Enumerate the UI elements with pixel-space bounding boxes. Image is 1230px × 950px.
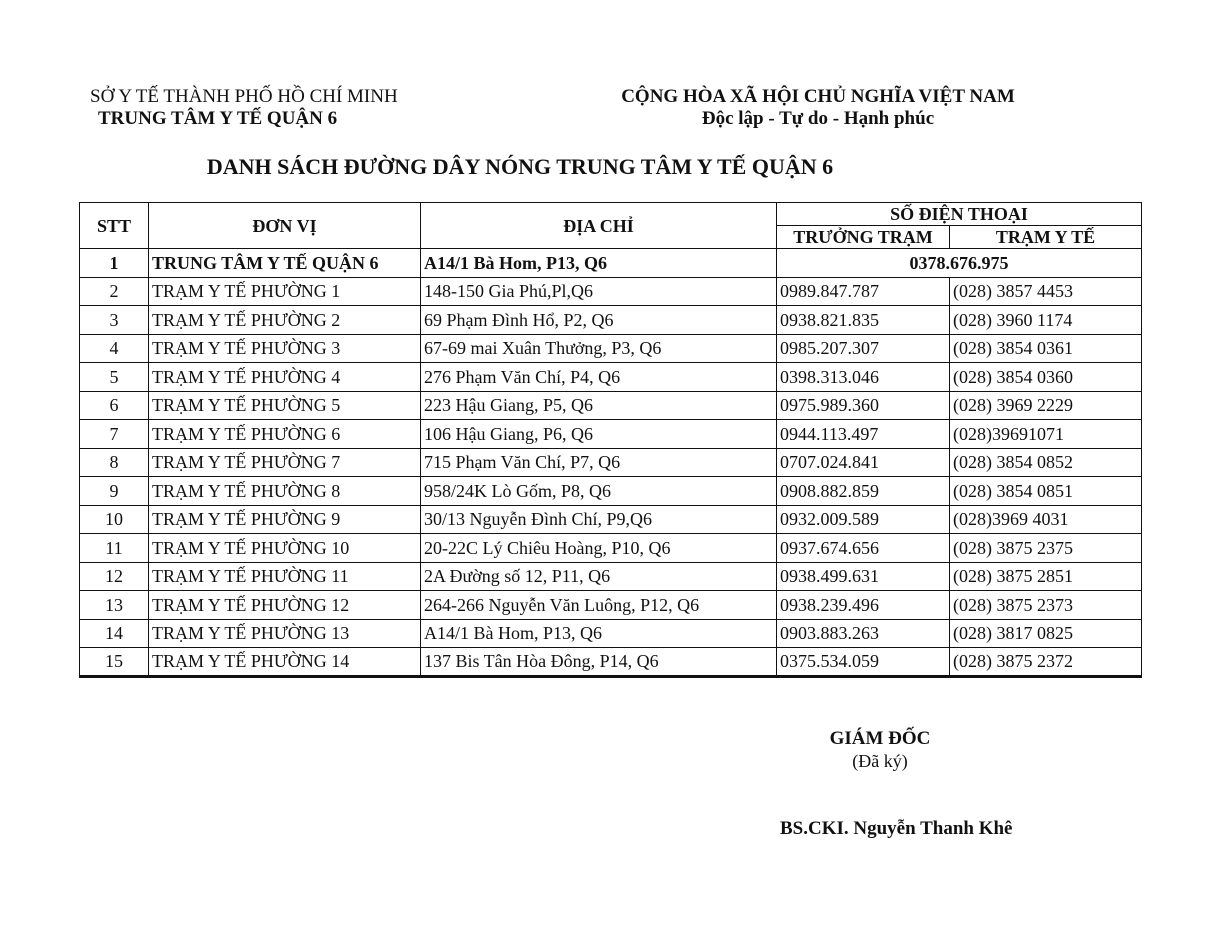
stt-cell: 10 — [80, 505, 149, 534]
address-cell: 106 Hậu Giang, P6, Q6 — [421, 420, 777, 449]
department-name: SỞ Y TẾ THÀNH PHỐ HỒ CHÍ MINH — [90, 86, 398, 107]
head-phone-cell: 0938.499.631 — [777, 562, 950, 591]
unit-cell: TRẠM Y TẾ PHƯỜNG 13 — [149, 619, 421, 648]
head-phone-cell: 0375.534.059 — [777, 648, 950, 677]
stt-cell: 7 — [80, 420, 149, 449]
column-header-address: ĐỊA CHỈ — [421, 203, 777, 249]
signature-block — [800, 728, 960, 772]
signature-note: (Đã ký) — [852, 751, 908, 771]
table-row — [80, 277, 1142, 306]
address-cell: 20-22C Lý Chiêu Hoàng, P10, Q6 — [421, 534, 777, 563]
table-row — [80, 619, 1142, 648]
head-phone-cell: 0938.821.835 — [777, 306, 950, 335]
document-title: DANH SÁCH ĐƯỜNG DÂY NÓNG TRUNG TÂM Y TẾ QUẬN 6 — [206, 154, 834, 179]
address-cell: 2A Đường số 12, P11, Q6 — [421, 562, 777, 591]
head-phone-cell: 0975.989.360 — [777, 391, 950, 420]
head-phone-cell: 0944.113.497 — [777, 420, 950, 449]
address-cell: 137 Bis Tân Hòa Đông, P14, Q6 — [421, 648, 777, 677]
head-phone-cell: 0989.847.787 — [777, 277, 950, 306]
address-cell: 148-150 Gia Phú,Pl,Q6 — [421, 277, 777, 306]
head-phone-cell: 0932.009.589 — [777, 505, 950, 534]
head-phone-cell: 0985.207.307 — [777, 334, 950, 363]
address-cell: 276 Phạm Văn Chí, P4, Q6 — [421, 363, 777, 392]
station-phone-cell: (028) 3875 2851 — [950, 562, 1142, 591]
station-phone-cell: (028) 3969 2229 — [950, 391, 1142, 420]
table-row — [80, 562, 1142, 591]
center-name: TRUNG TÂM Y TẾ QUẬN 6 — [98, 108, 338, 129]
address-cell: 69 Phạm Đình Hổ, P2, Q6 — [421, 306, 777, 335]
unit-cell: TRẠM Y TẾ PHƯỜNG 14 — [149, 648, 421, 677]
stt-cell: 14 — [80, 619, 149, 648]
station-phone-cell: (028) 3817 0825 — [950, 619, 1142, 648]
address-cell: A14/1 Bà Hom, P13, Q6 — [421, 619, 777, 648]
issuing-agency-header — [90, 86, 430, 130]
stt-cell: 12 — [80, 562, 149, 591]
main-phone-cell: 0378.676.975 — [777, 249, 1142, 278]
table-row — [80, 591, 1142, 620]
table-row — [80, 391, 1142, 420]
table-row — [80, 648, 1142, 677]
station-phone-cell: (028)39691071 — [950, 420, 1142, 449]
head-phone-cell: 0903.883.263 — [777, 619, 950, 648]
table-row — [80, 420, 1142, 449]
head-phone-cell: 0908.882.859 — [777, 477, 950, 506]
address-cell: 264-266 Nguyễn Văn Luông, P12, Q6 — [421, 591, 777, 620]
head-phone-cell: 0937.674.656 — [777, 534, 950, 563]
unit-cell: TRẠM Y TẾ PHƯỜNG 1 — [149, 277, 421, 306]
table-row — [80, 306, 1142, 335]
column-header-stt: STT — [80, 203, 149, 249]
unit-cell: TRẠM Y TẾ PHƯỜNG 12 — [149, 591, 421, 620]
stt-cell: 13 — [80, 591, 149, 620]
address-cell: 715 Phạm Văn Chí, P7, Q6 — [421, 448, 777, 477]
hotline-table — [79, 202, 1142, 678]
table-body — [80, 249, 1142, 677]
stt-cell: 3 — [80, 306, 149, 335]
address-cell: A14/1 Bà Hom, P13, Q6 — [421, 249, 777, 278]
station-phone-cell: (028) 3875 2372 — [950, 648, 1142, 677]
country-name: CỘNG HÒA XÃ HỘI CHỦ NGHĨA VIỆT NAM — [621, 86, 1015, 107]
unit-cell: TRẠM Y TẾ PHƯỜNG 8 — [149, 477, 421, 506]
address-cell: 223 Hậu Giang, P5, Q6 — [421, 391, 777, 420]
stt-cell: 9 — [80, 477, 149, 506]
unit-cell: TRẠM Y TẾ PHƯỜNG 4 — [149, 363, 421, 392]
column-header-phone-group: SỐ ĐIỆN THOẠI — [777, 203, 1142, 226]
head-phone-cell: 0938.239.496 — [777, 591, 950, 620]
stt-cell: 15 — [80, 648, 149, 677]
station-phone-cell: (028) 3875 2373 — [950, 591, 1142, 620]
stt-cell: 11 — [80, 534, 149, 563]
table-row — [80, 334, 1142, 363]
signature-title: GIÁM ĐỐC — [829, 728, 931, 749]
column-header-station-phone: TRẠM Y TẾ — [950, 226, 1142, 249]
head-phone-cell: 0398.313.046 — [777, 363, 950, 392]
unit-cell: TRẠM Y TẾ PHƯỜNG 11 — [149, 562, 421, 591]
head-phone-cell: 0707.024.841 — [777, 448, 950, 477]
national-motto: Độc lập - Tự do - Hạnh phúc — [701, 108, 935, 129]
station-phone-cell: (028) 3857 4453 — [950, 277, 1142, 306]
stt-cell: 6 — [80, 391, 149, 420]
stt-cell: 5 — [80, 363, 149, 392]
column-header-head-phone: TRƯỞNG TRẠM — [777, 226, 950, 249]
table-row — [80, 477, 1142, 506]
address-cell: 30/13 Nguyễn Đình Chí, P9,Q6 — [421, 505, 777, 534]
station-phone-cell: (028) 3875 2375 — [950, 534, 1142, 563]
table-row — [80, 505, 1142, 534]
stt-cell: 1 — [80, 249, 149, 278]
station-phone-cell: (028)3969 4031 — [950, 505, 1142, 534]
table-row-main — [80, 249, 1142, 278]
address-cell: 958/24K Lò Gốm, P8, Q6 — [421, 477, 777, 506]
stt-cell: 2 — [80, 277, 149, 306]
stt-cell: 4 — [80, 334, 149, 363]
station-phone-cell: (028) 3960 1174 — [950, 306, 1142, 335]
station-phone-cell: (028) 3854 0361 — [950, 334, 1142, 363]
table-row — [80, 534, 1142, 563]
unit-cell: TRẠM Y TẾ PHƯỜNG 10 — [149, 534, 421, 563]
address-cell: 67-69 mai Xuân Thưởng, P3, Q6 — [421, 334, 777, 363]
station-phone-cell: (028) 3854 0360 — [950, 363, 1142, 392]
table-row — [80, 448, 1142, 477]
unit-cell: TRẠM Y TẾ PHƯỜNG 9 — [149, 505, 421, 534]
unit-cell: TRẠM Y TẾ PHƯỜNG 6 — [149, 420, 421, 449]
unit-cell: TRẠM Y TẾ PHƯỜNG 2 — [149, 306, 421, 335]
unit-cell: TRUNG TÂM Y TẾ QUẬN 6 — [149, 249, 421, 278]
station-phone-cell: (028) 3854 0851 — [950, 477, 1142, 506]
column-header-unit: ĐƠN VỊ — [149, 203, 421, 249]
table-row — [80, 363, 1142, 392]
national-motto-header — [598, 86, 1038, 130]
stt-cell: 8 — [80, 448, 149, 477]
unit-cell: TRẠM Y TẾ PHƯỜNG 7 — [149, 448, 421, 477]
signer-name: BS.CKI. Nguyễn Thanh Khê — [780, 818, 1013, 839]
unit-cell: TRẠM Y TẾ PHƯỜNG 3 — [149, 334, 421, 363]
station-phone-cell: (028) 3854 0852 — [950, 448, 1142, 477]
unit-cell: TRẠM Y TẾ PHƯỜNG 5 — [149, 391, 421, 420]
